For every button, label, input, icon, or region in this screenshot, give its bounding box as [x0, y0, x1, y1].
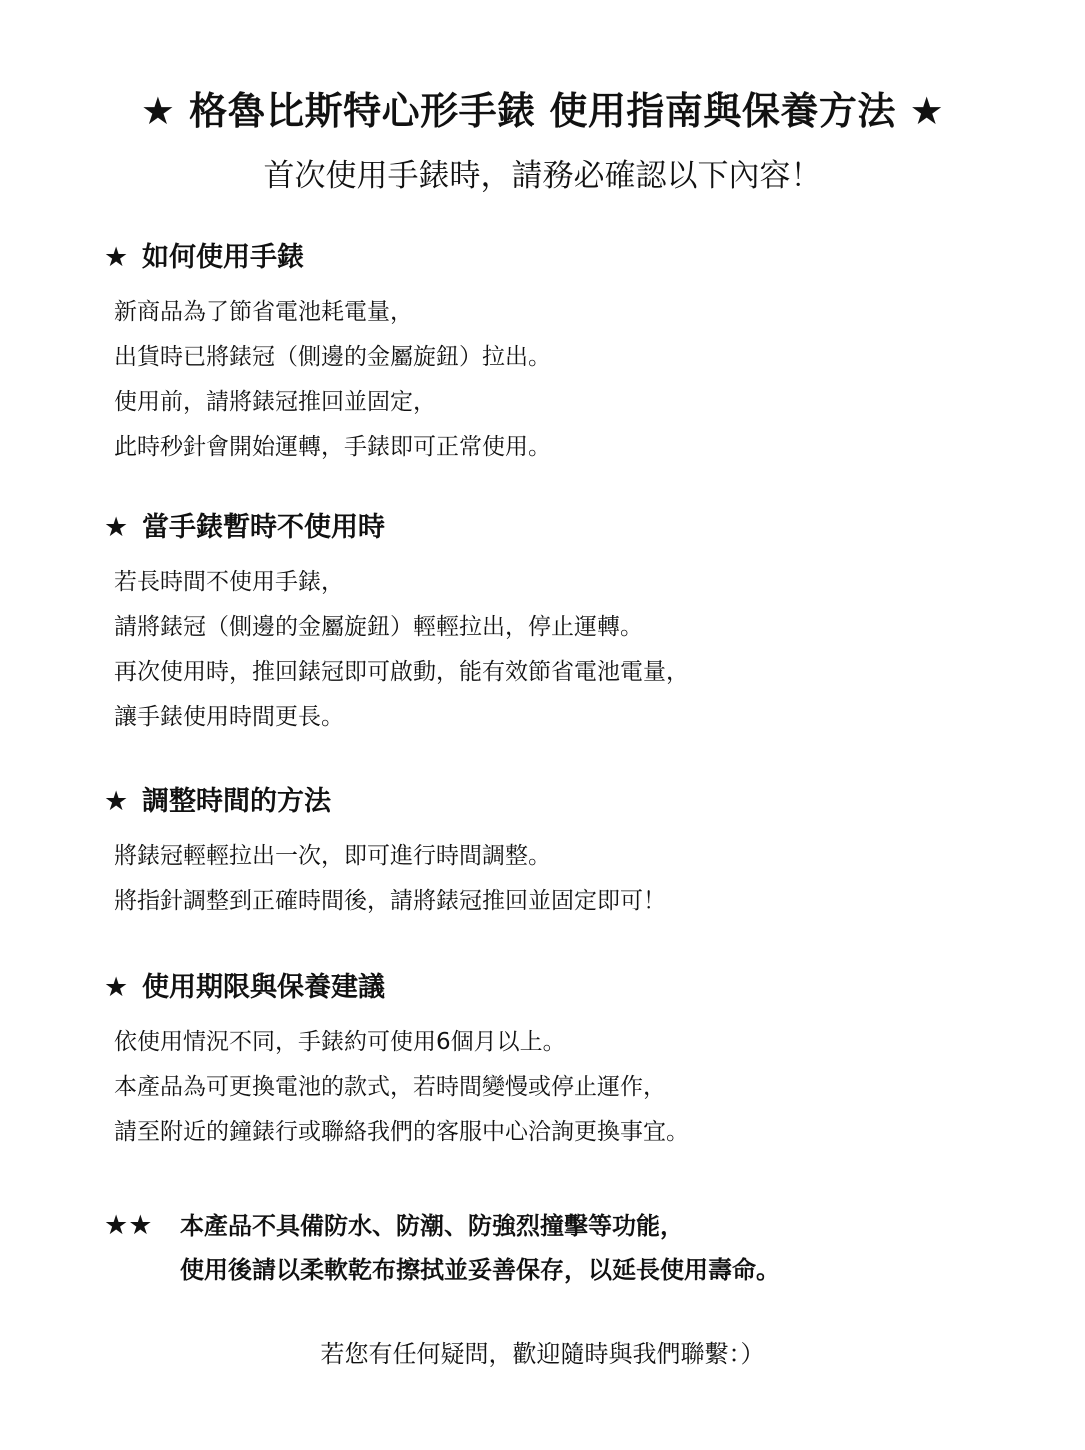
body-line: 請將錶冠（側邊的金屬旋鈕）輕輕拉出，停止運轉。	[114, 614, 643, 640]
section-heading	[104, 510, 1004, 546]
section-when-not-in-use	[104, 510, 1004, 740]
body-line: 請至附近的鐘錶行或聯絡我們的客服中心洽詢更換事宜。	[114, 1119, 689, 1145]
section-how-to-use	[104, 240, 1004, 470]
body-line: 讓手錶使用時間更長。	[114, 704, 344, 730]
star-icon: ★	[104, 242, 129, 273]
double-star-icon: ★★	[104, 1210, 153, 1241]
section-body	[114, 1020, 1004, 1155]
body-line: 再次使用時，推回錶冠即可啟動，能有效節省電池電量，	[114, 659, 689, 685]
star-icon: ★	[104, 512, 129, 543]
body-line: 將錶冠輕輕拉出一次，即可進行時間調整。	[114, 843, 551, 869]
section-body	[114, 560, 1004, 740]
section-heading	[104, 784, 1004, 820]
section-heading-text: 調整時間的方法	[142, 786, 331, 817]
body-line: 使用前，請將錶冠推回並固定，	[114, 389, 436, 415]
section-heading-text: 使用期限與保養建議	[142, 972, 385, 1003]
section-lifespan-care	[104, 970, 1004, 1155]
body-line: 出貨時已將錶冠（側邊的金屬旋鈕）拉出。	[114, 344, 551, 370]
section-heading	[104, 240, 1004, 276]
body-line: 將指針調整到正確時間後，請將錶冠推回並固定即可！	[114, 888, 666, 914]
body-line: 新商品為了節省電池耗電量，	[114, 299, 413, 325]
notice-line-2	[104, 1248, 1004, 1292]
section-body	[114, 290, 1004, 470]
warning-notice	[104, 1204, 1004, 1292]
body-line: 本產品為可更換電池的款式，若時間變慢或停止運作，	[114, 1074, 666, 1100]
body-line: 依使用情況不同，手錶約可使用6個月以上。	[114, 1029, 566, 1055]
section-body	[114, 834, 1004, 924]
contact-footer: 若您有任何疑問，歡迎隨時與我們聯繫：）	[320, 1340, 765, 1368]
body-line: 此時秒針會開始運轉，手錶即可正常使用。	[114, 434, 551, 460]
page-subtitle: 首次使用手錶時，請務必確認以下內容！	[263, 158, 822, 194]
section-adjust-time	[104, 784, 1004, 924]
notice-line-1	[104, 1204, 1004, 1248]
page-title: ★ 格魯比斯特心形手錶 使用指南與保養方法 ★	[140, 89, 945, 133]
notice-text: 本產品不具備防水、防潮、防強烈撞擊等功能，	[180, 1212, 684, 1240]
star-icon: ★	[104, 786, 129, 817]
star-icon: ★	[104, 972, 129, 1003]
section-heading-text: 如何使用手錶	[142, 242, 304, 273]
body-line: 若長時間不使用手錶，	[114, 569, 344, 595]
notice-text: 使用後請以柔軟乾布擦拭並妥善保存，以延長使用壽命。	[180, 1256, 780, 1284]
section-heading-text: 當手錶暫時不使用時	[142, 512, 385, 543]
section-heading	[104, 970, 1004, 1006]
